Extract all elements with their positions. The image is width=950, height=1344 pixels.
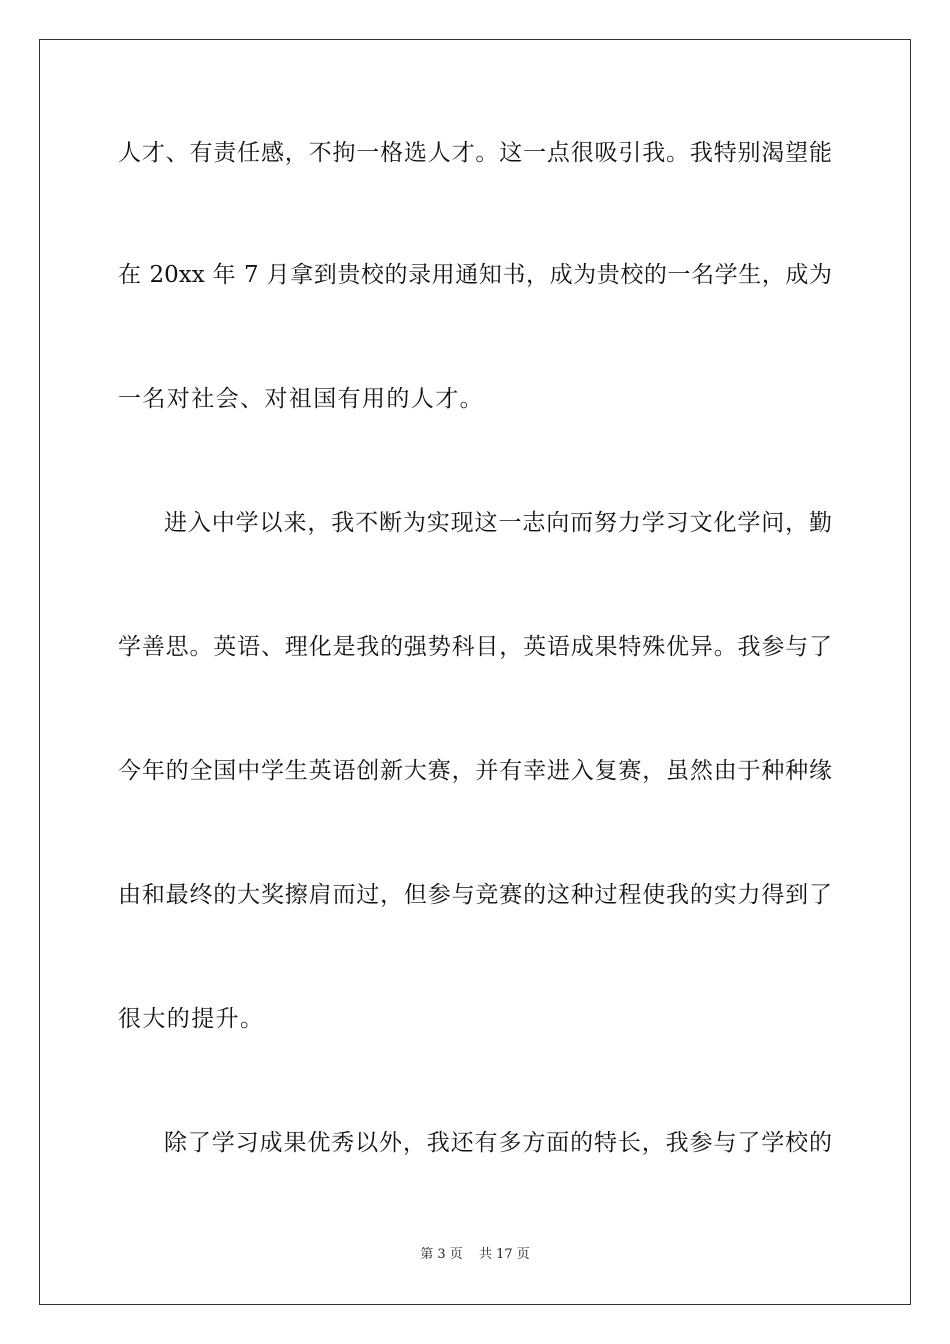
page-total: 共 17 页	[478, 1247, 530, 1262]
text-line-9: 除了学习成果优秀以外，我还有多方面的特长，我参与了学校的	[164, 1130, 832, 1156]
page-footer	[0, 1246, 950, 1264]
text-line-5: 学善思。英语、理化是我的强势科目，英语成果特殊优异。我参与了	[118, 634, 832, 660]
text-line-2: 在 20xx 年 7 月拿到贵校的录用通知书，成为贵校的一名学生，成为	[118, 262, 832, 288]
text-line-8: 很大的提升。	[118, 1006, 265, 1032]
page-number: 第 3 页	[420, 1247, 463, 1262]
text-line-7: 由和最终的大奖擦肩而过，但参与竞赛的这种过程使我的实力得到了	[118, 882, 832, 908]
text-line-4: 进入中学以来，我不断为实现这一志向而努力学习文化学问，勤	[164, 510, 832, 536]
text-line-1: 人才、有责任感，不拘一格选人才。这一点很吸引我。我特别渴望能	[118, 140, 832, 166]
page-border	[39, 39, 911, 1305]
text-line-6: 今年的全国中学生英语创新大赛，并有幸进入复赛，虽然由于种种缘	[118, 758, 832, 784]
text-line-3: 一名对社会、对祖国有用的人才。	[118, 386, 484, 412]
